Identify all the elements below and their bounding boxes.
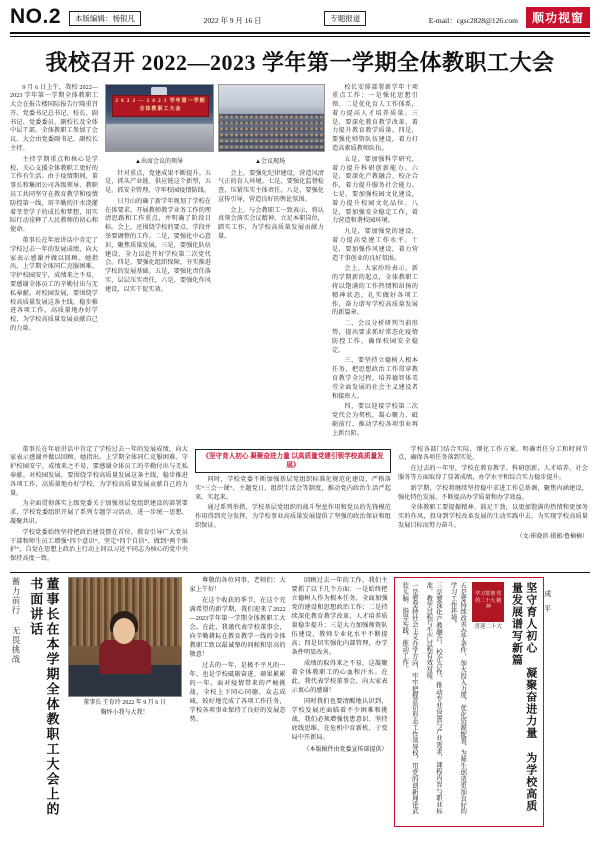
paragraph: 九是，要加强党的建设，着力提高党建工作水平。十是，要加强作风建设，着力营造干事创业的良好氛围。 bbox=[332, 228, 418, 262]
portrait-block bbox=[66, 577, 184, 827]
portrait-note: 胸怀小我与大我！ bbox=[100, 710, 149, 717]
secondary-headline-main: 《坚守育人初心 凝聚奋进力量 以高质量党建引领学校高质量发展》 bbox=[202, 452, 384, 469]
lead-article bbox=[10, 84, 590, 441]
person-head bbox=[113, 618, 135, 644]
paragraph: 三、要坚持立德树人根本任务，把思想政治工作贯穿教育教学全过程，培养德智体美劳全面发展的社会主义建设者和接班人。 bbox=[332, 357, 418, 400]
paragraph: 同时，学校党委不断加强基层党组织标准化规范化建设，严格落实“三会一课”、主题党日、组织生活会等制度，推动党内政治生活严起来、实起来。 bbox=[195, 476, 391, 501]
banner-line-1: 2 0 2 2 — 2 0 2 3 学年第一学期 bbox=[115, 99, 206, 105]
chairman-portrait bbox=[68, 577, 182, 697]
publish-date: 2022 年 9 月 16 日 bbox=[203, 16, 262, 25]
masthead bbox=[10, 6, 590, 30]
stamp-caption: 喜迎二十大 bbox=[474, 623, 502, 630]
masthead-rule-thin bbox=[10, 36, 590, 37]
editor-label: 本版编辑：杨银凡 bbox=[69, 11, 141, 26]
article-signature: （文/崔晓滨·摄影/鲁楠楠） bbox=[516, 533, 588, 540]
paragraph: 成绩的取得来之不易，这凝聚着全体教职工的心血和汗水。在此，我代表学校董事会，向大家表示衷心的感谢！ bbox=[291, 659, 388, 694]
highlight-column-3 bbox=[448, 582, 467, 814]
highlight-author: 成 平 bbox=[543, 589, 552, 612]
paragraph: 新学期，学校将继续坚持稳中求进工作总基调，聚焦内涵建设，强化特色发展，不断提高办学质量和办学效益。 bbox=[398, 484, 588, 501]
paragraph: 在这个收获的季节，在这个充满希望的新学期，我们迎来了2022—2023学年第一学期全体教职工大会。在此，我谨代表学校董事会，向辛勤耕耘在教育教学一线的全体教职工致以最诚挚的问候和崇高的敬意！ bbox=[189, 596, 286, 658]
section-tag: 专题报道 bbox=[324, 11, 366, 26]
stamp-icon: 学习贯彻 党的二十大 精神 bbox=[472, 582, 504, 622]
paragraph: 四、要以迎接学校第二次党代会为契机，凝心聚力、砥砺前行，推动学校各项事业再上新台阶。 bbox=[332, 403, 418, 437]
paragraph: 9 月 6 日上午，我校 2022—2023 学年第一学期全体教职工大会在报告楼国际报告厅隆重召开。党委书记总书记、校长、副书记、党委委员、副校长及全体中层干部、全体教职工参加了会议。大会由党委副书记、副校长主持。 bbox=[10, 83, 98, 153]
paragraph: 董事长在年底讲话中肯定了学校过去一年的发展成绩，向大家表示感谢并做以回顾。她指出，上学期全体同仁克服困难、守护校园安宁，成绩来之不易，要感谢全体员工的辛勤付出与无私奉献。对校园发展，要围绕学校高质量发展这条主线，稳步推进各项工作，高质量地办好学校，为学校高质量发展贡献自己的力量。 bbox=[10, 445, 188, 497]
feature-column-1 bbox=[190, 577, 286, 827]
page-title: 我校召开 2022—2023 学年第一学期全体教职工大会 bbox=[45, 49, 555, 75]
highlight-title: 坚守育人初心 凝聚奋进力量 为学校高质量发展谱写新篇 bbox=[510, 581, 537, 812]
audience-area bbox=[106, 125, 213, 150]
masthead-rule bbox=[10, 32, 590, 34]
paragraph: 同时我们也要清醒地认识到，学校发展还面临着不少困难和挑战，我们必须增强忧患意识、坚持底线思维，在危机中育新机、于变局中开新局。 bbox=[291, 697, 388, 741]
portrait-caption: 董事长 王育玲 2022 年 9 月 6 日 bbox=[83, 699, 166, 706]
paragraph: 针对重点，党建成果不断提升。五是，抓头产业链、供应链这个新型，五是，抓安全管理，守牢校园疫情防线。 bbox=[105, 169, 211, 195]
paragraph: 学校各部门结合实际，细化工作方案，明确责任分工和时间节点，确保各项任务落到实处。 bbox=[398, 445, 588, 462]
brand-logo: 顺功视窗 bbox=[526, 7, 590, 28]
contact-email: E-mail：cgsc2828@126.com bbox=[428, 16, 518, 25]
paragraph: 在过去的一年里，学校在教育教学、科研创新、人才培养、社会服务等方面取得了显著成绩，办学水平和综合实力稳步提升。 bbox=[398, 465, 588, 481]
masthead-info bbox=[69, 11, 518, 28]
photo-caption-left: ▲出席会议的领导 bbox=[135, 158, 183, 165]
photo-group bbox=[105, 84, 325, 441]
lead-column-3 bbox=[218, 170, 324, 297]
feature-bottom-note: （本版稿件由党委宣传部提供） bbox=[303, 746, 388, 753]
lead-column-2 bbox=[105, 170, 211, 297]
paragraph: 回顾过去一年的工作，我们主要抓了以下几个方面：一是始终把立德树人作为根本任务，全面加强党的建设和思想政治工作；二是持续深化教育教学改革，人才培养质量稳步提升；三是大力加强师资队伍建设，教师专业化水平不断提高；四是切实强化内部管理，办学条件明显改善。 bbox=[291, 576, 388, 656]
mid-column-2 bbox=[195, 446, 391, 566]
paragraph: 日月山的确了新学年规划了学校在在体要求，开展教师教学业务工作的理清思路和工作重点，并明确了阶段目标。会上，还围绕学校的要点、学段并举要调整的工作。二是，要强化中心意识，聚焦质量发展，三是，要强化队伍建设，全力以赴开好学校第二次党代会。四是，要强化组织保障，夯实推进学校的发展基础。五是，要强化责任落实，层层压实责任，六是，要强化作风建设，以实干促实效。 bbox=[105, 197, 211, 293]
paragraph: 通过系列举措，学校基层党组织的战斗堡垒作用和党员的先锋模范作用得到充分发挥，为学校事业高质量发展提供了坚强的政治保证和组织保证。 bbox=[195, 504, 391, 529]
person-body bbox=[99, 640, 151, 674]
paragraph: 一是要坚持社会主义办学方向，牢牢把握意识形态工作领导权，用党的创新理论武装头脑、指导实践、推动工作。 bbox=[401, 581, 418, 814]
paragraph: 董事长在年底讲话中肯定了学校过去一年的发展成绩，向大家表示感谢并做以回顾。她指出，上学期全体同仁克服困难、守护校园安宁，成绩来之不易，要感谢全体员工的辛勤付出与无私奉献。对校园发展，要围绕学校高质量发展这条主线，稳步推进各项工作，高质量地办好学校，为学校高质量发展贡献自己的力量。 bbox=[10, 237, 98, 333]
issue-number: NO.2 bbox=[10, 5, 62, 28]
lead-column-1 bbox=[10, 84, 98, 441]
paragraph: 主持学期重点和核心是学校、关心支援全体教职工更好的工作有生活。由于疫情期间，董事长和集团公司各级领导、教职员工共同坚守在教育教学和疫情防控第一线，用辛勤的汗水浇灌着莘莘学子的成长和梦想，用实际行动诠释了人民教师的初心和使命。 bbox=[10, 155, 98, 234]
mid-column-3 bbox=[398, 446, 588, 566]
paragraph: 为全面贯彻落实上级党委关于加强基层党组织建设的部署要求，学校党委组织开展了系列专题学习活动，进一步统一思想、凝聚共识。 bbox=[10, 500, 188, 525]
paragraph: 会上，与会教职工一致表示，将认真领会落实会议精神，立足本职岗位，踏实工作，为学校高质量发展贡献力量。 bbox=[218, 206, 324, 241]
paragraph: 全体教职工要提振精神、鼓足干劲，以更加饱满的热情和更加务实的作风，投身到学校改革发展的生动实践中去，为实现学校高质量发展目标而努力奋斗。 bbox=[398, 504, 588, 529]
paragraph: 校长安排部署新学年十项重点工作：一是强化思想引领、二是优化育人工作体系，着力提高人才培养质量。三是，要深化教育教学改革，着力提升教育教学质量。四是，要强化师资队伍建设，着力打造高素质教师队伍。 bbox=[332, 83, 418, 153]
photo-caption-right: ▲会议现场 bbox=[255, 158, 285, 165]
lead-column-4 bbox=[332, 84, 418, 441]
feature-title: 董事长在本学期全体教职工大会上的书面讲话 bbox=[28, 576, 60, 817]
paragraph: 会上，要强化纪律建设，营造风清气正的育人环境。七是，要强化监督检查，压紧压实主体责任。八是，要强化宣传引导，营造良好的舆论氛围。 bbox=[218, 169, 324, 203]
audience-heads bbox=[219, 114, 324, 151]
highlight-box bbox=[394, 577, 552, 827]
paragraph: 尊敬的各位同事、老师们：大家上午好！ bbox=[189, 576, 286, 593]
banner-line-2: 全体教职工大会 bbox=[139, 106, 182, 112]
feature-column-2 bbox=[292, 577, 388, 827]
paragraph: 三是要深化产教融合、校企合作，推动专业设置与产业需求、课程内容与职业标准、教学过程与生产过程有效对接。 bbox=[425, 581, 442, 814]
paragraph: 学校党委始终坚持把政治建设摆在首位，教育引导广大党员干部和师生员工增强“四个意识”、坚定“四个自信”、做到“两个维护”，自觉在思想上政治上行动上同以习近平同志为核心的党中央保持高度一致。 bbox=[10, 528, 188, 563]
congress-stamp bbox=[472, 582, 504, 822]
paragraph: 五是，要加强科学研究，着力提升科研创新能力。六是，要深化产教融合、校企合作，着力提升服务社会能力。七是，要加强校园文化建设，着力提升校园文化品位。八是，要加强安全稳定工作，着力营造和谐校园环境。 bbox=[332, 155, 418, 225]
paragraph: 过去的一年，是极不平凡的一年，也是学校砥砺奋进、硕果累累的一年。面对疫情带来的严峻挑战，全校上下同心同德、众志成城，较好地完成了各项工作任务，学校各项事业保持了良好的发展态势。 bbox=[189, 661, 286, 723]
photo-row bbox=[105, 84, 325, 152]
paragraph: 五是要持续改善办学条件，加大投入力度，优化资源配置，为师生创造更加良好的学习工作环境。 bbox=[449, 581, 467, 814]
secondary-article bbox=[10, 446, 590, 566]
highlight-column-2 bbox=[424, 582, 443, 814]
paragraph: 二、会议分析研判当前形势，提出要求抓好常态化疫情防控工作，确保校园安全稳定。 bbox=[332, 320, 418, 354]
secondary-headline bbox=[195, 449, 391, 473]
meeting-photo-left bbox=[105, 84, 214, 152]
feature-article bbox=[10, 572, 590, 827]
paragraph: 会上，大家纷纷表示，新的学期新的起点，全体教职工将以饱满的工作热情和昂扬的精神状态，扎实做好各项工作，奋力谱写学校高质量发展的新篇章。 bbox=[332, 265, 418, 317]
stage-banner bbox=[112, 95, 208, 117]
feature-subtitle-left: 蓄力前行 无畏挑战 bbox=[11, 576, 22, 664]
mid-column-1 bbox=[10, 446, 188, 566]
meeting-photo-right bbox=[218, 84, 325, 152]
highlight-column-1 bbox=[400, 582, 419, 814]
